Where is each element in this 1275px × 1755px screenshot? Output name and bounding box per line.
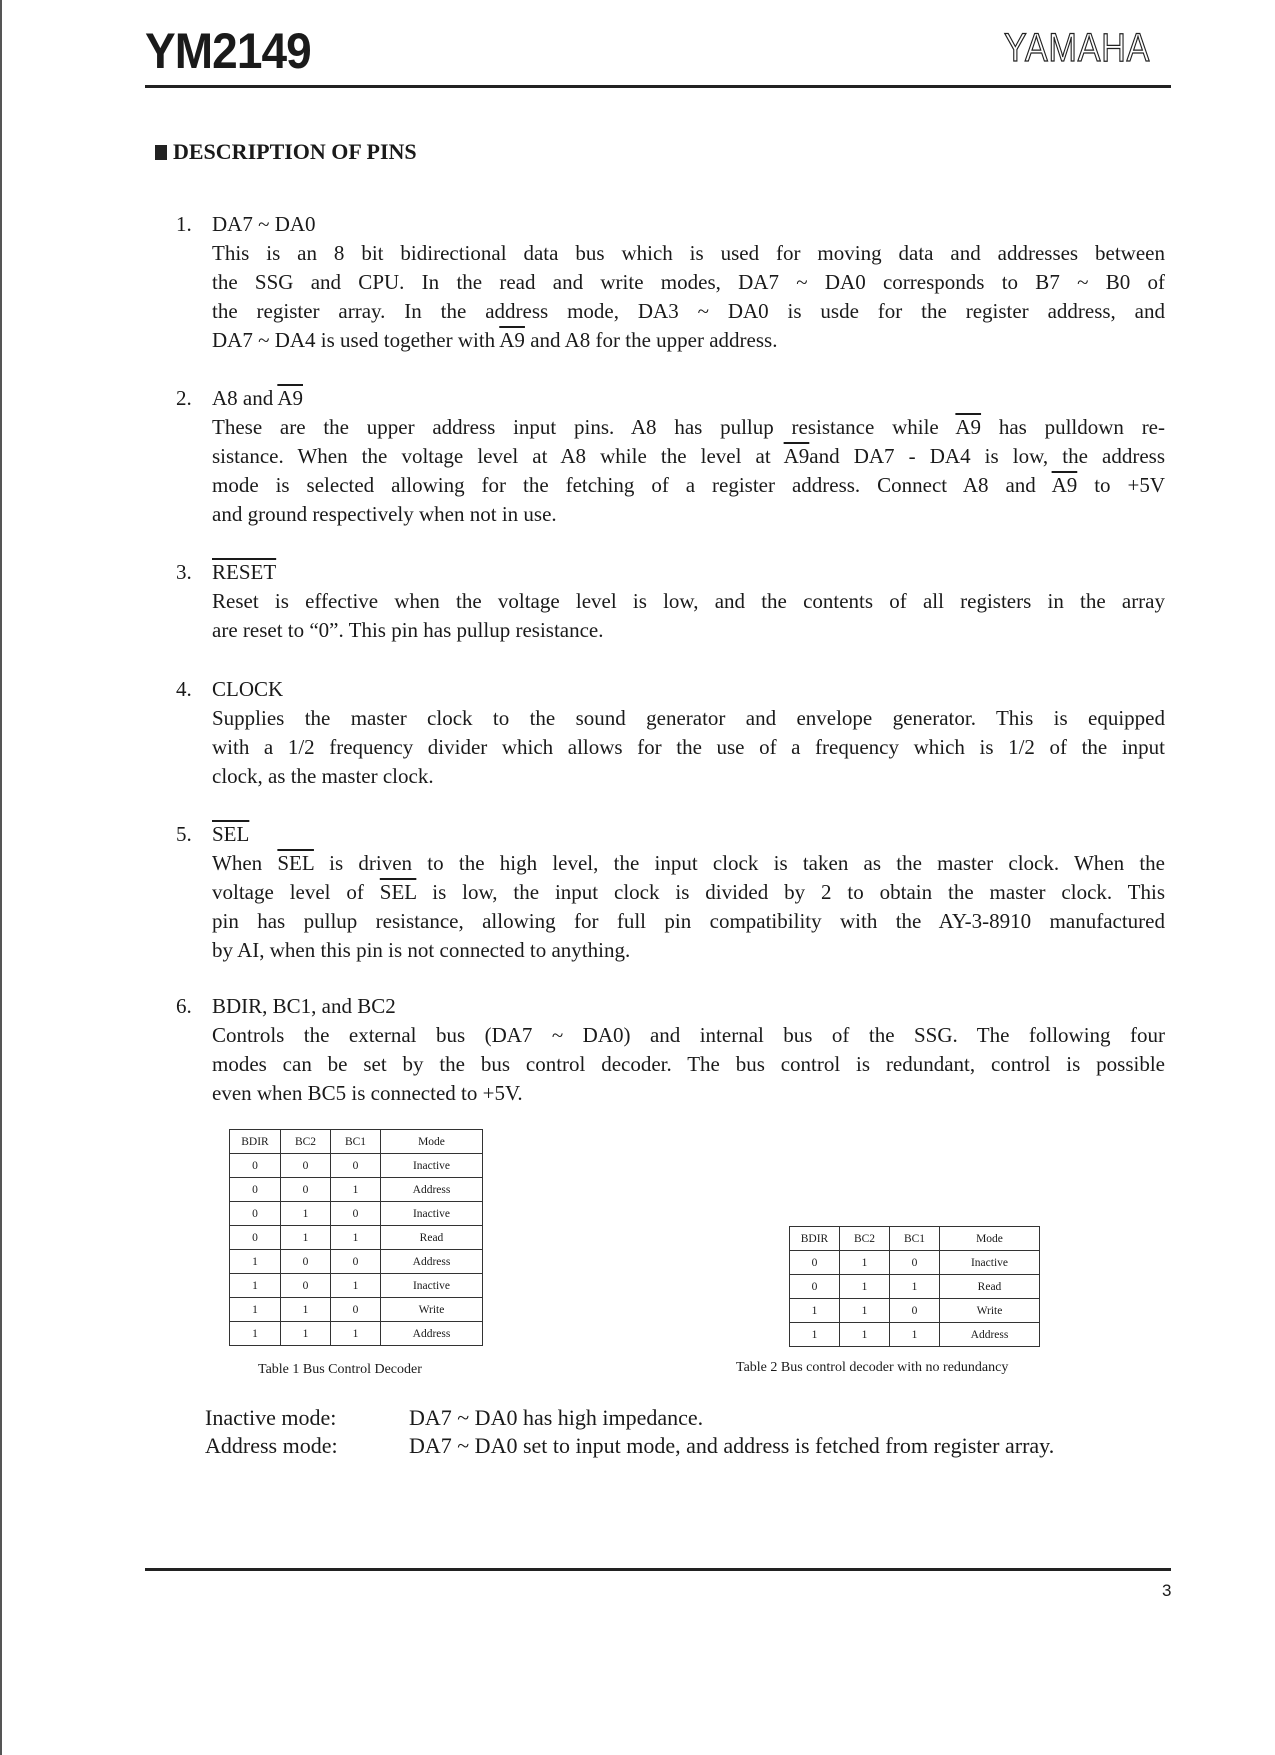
- text-segment: sistance. When the voltage level at A8 while the level at: [212, 444, 784, 468]
- item-title: [212, 675, 1166, 704]
- paragraph-line: [212, 442, 1165, 471]
- table-cell: 1: [890, 1323, 940, 1347]
- inactive-mode-label: Inactive mode:: [205, 1405, 337, 1430]
- pin-description-item: [176, 384, 1166, 529]
- overlined-signal: $\overline{SEL}$: [212, 822, 250, 846]
- text-segment: Reset is effective when the voltage level is low, and the contents of all registers in the array: [212, 589, 1165, 613]
- paragraph-line: [212, 413, 1165, 442]
- pin-description-item: [176, 210, 1166, 355]
- column-header: BC1: [890, 1227, 940, 1251]
- paragraph-line: [212, 1079, 1165, 1108]
- section-heading-text: DESCRIPTION OF PINS: [173, 139, 417, 164]
- item-number: 1.: [176, 212, 192, 236]
- table-row: [230, 1202, 483, 1226]
- page-number: 3: [1162, 1581, 1172, 1600]
- paragraph-line: [212, 762, 1165, 791]
- section-heading: [155, 139, 417, 165]
- text-segment: and ground respectively when not in use.: [212, 502, 557, 526]
- text-segment: clock, as the master clock.: [212, 764, 434, 788]
- paragraph-line: [212, 616, 1165, 645]
- pin-description-item: [176, 675, 1166, 791]
- overlined-signal: A9: [1051, 473, 1078, 497]
- paragraph-line: [212, 500, 1165, 529]
- table-row: [230, 1226, 483, 1250]
- table-cell: 1: [790, 1299, 840, 1323]
- table-cell: 1: [331, 1226, 381, 1250]
- column-header: Mode: [940, 1227, 1040, 1251]
- table-cell: 0: [281, 1250, 331, 1274]
- text-segment: When: [212, 851, 278, 875]
- table-cell: 0: [230, 1202, 281, 1226]
- table-cell: Address: [940, 1323, 1040, 1347]
- paragraph-line: [212, 297, 1165, 326]
- table-cell: Read: [381, 1226, 483, 1250]
- table-cell: 1: [840, 1323, 890, 1347]
- text-segment: and A8 for the upper address.: [524, 328, 778, 352]
- table-cell: 0: [230, 1178, 281, 1202]
- column-header: BC1: [331, 1130, 381, 1154]
- table-cell: 1: [840, 1251, 890, 1275]
- table-cell: 0: [281, 1154, 331, 1178]
- square-bullet-icon: [155, 145, 167, 160]
- column-header: BC2: [840, 1227, 890, 1251]
- table-cell: Write: [940, 1299, 1040, 1323]
- table-cell: 1: [840, 1299, 890, 1323]
- table-cell: 0: [790, 1275, 840, 1299]
- table-cell: 1: [230, 1322, 281, 1346]
- text-segment: is low, the input clock is divided by 2 to obtain the master clock. This: [416, 880, 1165, 904]
- table-cell: 0: [331, 1298, 381, 1322]
- table-cell: 0: [890, 1299, 940, 1323]
- table-row: [230, 1178, 483, 1202]
- text-segment: A8 and: [212, 386, 278, 410]
- text-segment: This is an 8 bit bidirectional data bus which is used for moving data and addresses between: [212, 241, 1165, 265]
- paragraph-line: [212, 733, 1165, 762]
- paragraph-line: [212, 268, 1165, 297]
- text-segment: CLOCK: [212, 677, 284, 701]
- text-segment: has pulldown re-: [981, 415, 1165, 439]
- paragraph-line: [212, 239, 1165, 268]
- document-title: YM2149: [145, 23, 311, 79]
- text-segment: pin has pullup resistance, allowing for full pin compatibility with the AY-3-8910 manufactured: [212, 909, 1165, 933]
- table-header-row: [790, 1227, 1040, 1251]
- text-segment: are reset to “0”. This pin has pullup resistance.: [212, 618, 604, 642]
- text-segment: the SSG and CPU. In the read and write modes, DA7 ~ DA0 corresponds to B7 ~ B0 of: [212, 270, 1165, 294]
- table2-caption: Table 2 Bus control decoder with no redundancy: [736, 1360, 1009, 1375]
- item-title: [212, 558, 1166, 587]
- paragraph-line: [212, 849, 1165, 878]
- item-title: [212, 992, 1166, 1021]
- text-segment: Controls the external bus (DA7 ~ DA0) and internal bus of the SSG. The following four: [212, 1023, 1165, 1047]
- text-segment: is driven to the high level, the input clock is taken as the master clock. When the: [313, 851, 1165, 875]
- table-cell: 1: [230, 1274, 281, 1298]
- pin-description-item: [176, 820, 1166, 965]
- table-cell: 1: [230, 1250, 281, 1274]
- overlined-signal: $\overline{SEL}$: [379, 880, 417, 904]
- footer-rule: [145, 1568, 1171, 1571]
- scan-edge: [0, 0, 2, 1755]
- paragraph-line: [212, 878, 1165, 907]
- paragraph-line: [212, 326, 1165, 355]
- paragraph-line: [212, 907, 1165, 936]
- table-row: [230, 1274, 483, 1298]
- address-mode-desc: DA7 ~ DA0 set to input mode, and address is fetched from register array.: [409, 1433, 1055, 1458]
- overlined-signal: A9: [783, 444, 810, 468]
- table-cell: 0: [331, 1250, 381, 1274]
- table-cell: Address: [381, 1250, 483, 1274]
- item-title: [212, 820, 1166, 849]
- text-segment: mode is selected allowing for the fetching of a register address. Connect A8 and: [212, 473, 1052, 497]
- table-cell: 0: [281, 1274, 331, 1298]
- column-header: BDIR: [790, 1227, 840, 1251]
- table-cell: Inactive: [940, 1251, 1040, 1275]
- table-cell: 1: [281, 1202, 331, 1226]
- text-segment: with a 1/2 frequency divider which allows for the use of a frequency which is 1/2 of the input: [212, 735, 1165, 759]
- paragraph-line: [212, 587, 1165, 616]
- pin-description-item: [176, 558, 1166, 645]
- text-segment: DA7 ~ DA4 is used together with: [212, 328, 500, 352]
- table-row: [230, 1298, 483, 1322]
- table-cell: Inactive: [381, 1274, 483, 1298]
- table-cell: 1: [790, 1323, 840, 1347]
- table-cell: Address: [381, 1178, 483, 1202]
- text-segment: and DA7 - DA4 is low, the address: [809, 444, 1165, 468]
- item-number: 3.: [176, 560, 192, 584]
- text-segment: Supplies the master clock to the sound generator and envelope generator. This is equipped: [212, 706, 1165, 730]
- table-row: [790, 1299, 1040, 1323]
- item-title: [212, 210, 1166, 239]
- table-cell: 1: [281, 1226, 331, 1250]
- table-cell: Address: [381, 1322, 483, 1346]
- text-segment: to +5V: [1077, 473, 1165, 497]
- item-number: 6.: [176, 994, 192, 1018]
- header-rule: [145, 85, 1171, 88]
- text-segment: DA7 ~ DA0: [212, 212, 316, 236]
- item-number: 4.: [176, 677, 192, 701]
- overlined-signal: RESET: [212, 560, 277, 584]
- table-cell: 1: [281, 1298, 331, 1322]
- item-title: [212, 384, 1166, 413]
- table-cell: 0: [790, 1251, 840, 1275]
- table-row: [790, 1323, 1040, 1347]
- yamaha-logo: YAMAHA: [1004, 26, 1151, 70]
- table-cell: 0: [331, 1154, 381, 1178]
- text-segment: BDIR, BC1, and BC2: [212, 994, 396, 1018]
- table-row: [230, 1154, 483, 1178]
- table-cell: Inactive: [381, 1154, 483, 1178]
- table-cell: 0: [331, 1202, 381, 1226]
- column-header: BC2: [281, 1130, 331, 1154]
- paragraph-line: [212, 1021, 1165, 1050]
- column-header: BDIR: [230, 1130, 281, 1154]
- table-cell: 1: [331, 1178, 381, 1202]
- text-segment: voltage level of: [212, 880, 380, 904]
- table-cell: 1: [230, 1298, 281, 1322]
- text-segment: even when BC5 is connected to +5V.: [212, 1081, 523, 1105]
- table-cell: Read: [940, 1275, 1040, 1299]
- pin-description-item: [176, 992, 1166, 1108]
- table-cell: 0: [230, 1226, 281, 1250]
- text-segment: modes can be set by the bus control decoder. The bus control is redundant, control is possible: [212, 1052, 1165, 1076]
- paragraph-line: [212, 704, 1165, 733]
- table-cell: Inactive: [381, 1202, 483, 1226]
- item-number: 5.: [176, 822, 192, 846]
- table-cell: 1: [281, 1322, 331, 1346]
- column-header: Mode: [381, 1130, 483, 1154]
- table-cell: Write: [381, 1298, 483, 1322]
- table-bus-decoder-no-redundancy: [789, 1226, 1040, 1347]
- overlined-signal: $\overline{SEL}$: [277, 851, 314, 875]
- inactive-mode-desc: DA7 ~ DA0 has high impedance.: [409, 1405, 704, 1430]
- text-segment: the register array. In the address mode, DA3 ~ DA0 is usde for the register address, and: [212, 299, 1165, 323]
- table-row: [790, 1275, 1040, 1299]
- paragraph-line: [212, 1050, 1165, 1079]
- table-cell: 1: [331, 1274, 381, 1298]
- table-row: [230, 1322, 483, 1346]
- overlined-signal: A9: [499, 328, 525, 352]
- table-cell: 1: [840, 1275, 890, 1299]
- item-number: 2.: [176, 386, 192, 410]
- table-cell: 0: [890, 1251, 940, 1275]
- address-mode-label: Address mode:: [205, 1433, 338, 1458]
- table-cell: 1: [890, 1275, 940, 1299]
- text-segment: by AI, when this pin is not connected to anything.: [212, 938, 631, 962]
- table-cell: 0: [230, 1154, 281, 1178]
- text-segment: These are the upper address input pins. A8 has pullup resistance while: [212, 415, 956, 439]
- paragraph-line: [212, 936, 1165, 965]
- overlined-signal: A9: [955, 415, 982, 439]
- paragraph-line: [212, 471, 1165, 500]
- overlined-signal: A9: [277, 386, 303, 410]
- table-row: [230, 1250, 483, 1274]
- table-header-row: [230, 1130, 483, 1154]
- table-bus-control-decoder: [229, 1129, 483, 1346]
- table-row: [790, 1251, 1040, 1275]
- table-cell: 1: [331, 1322, 381, 1346]
- table1-caption: Table 1 Bus Control Decoder: [258, 1362, 422, 1377]
- table-cell: 0: [281, 1178, 331, 1202]
